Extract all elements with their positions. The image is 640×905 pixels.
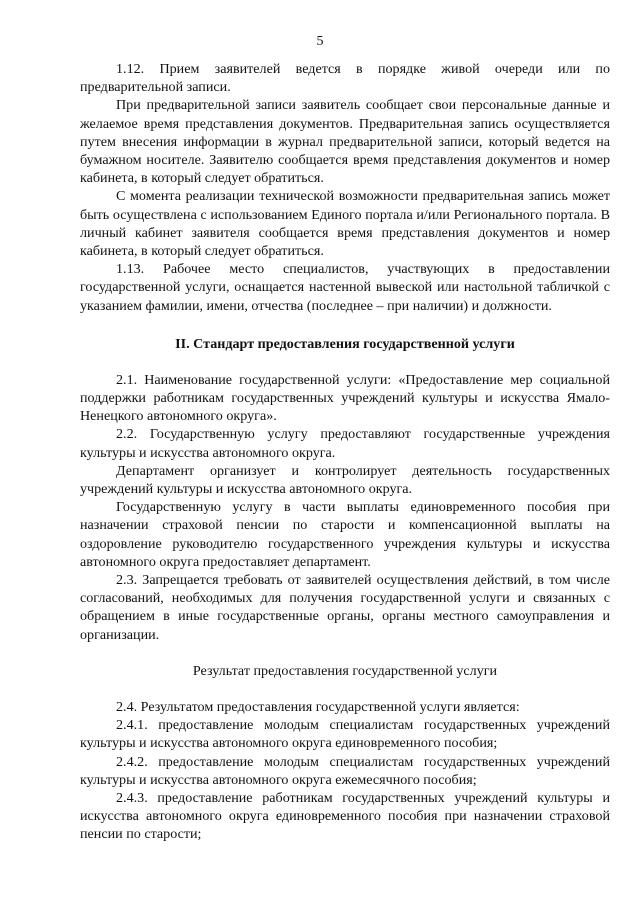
paragraph-department: Департамент организует и контролирует деятельность государственных учреждений культуры и искусства автономного округа. (80, 462, 610, 498)
paragraph-service-part: Государственную услугу в части выплаты единовременного пособия при назначении страховой пенсии по старости и компенсационной выплаты на оздоровление руководителю государственного учреждения культуры и искусства автономного округа предоставляет департамент. (80, 499, 610, 570)
paragraph-2-2: 2.2. Государственную услугу предоставляют государственные учреждения культуры и искусства автономного округа. (80, 426, 610, 461)
paragraph-2-4-1: 2.4.1. предоставление молодым специалистам государственных учреждений культуры и искусства автономного округа единовременного пособия; (80, 717, 610, 752)
paragraph-preliminary-record: При предварительной записи заявитель сообщает свои персональные данные и желаемое время представления документов. Предварительная запись осуществляется путем внесения информации в журнал предварительной записи, который ведется на бумажном носителе. Заявителю сообщается время представления документов и номер кабинета, в который следует обратиться. (80, 97, 610, 187)
paragraph-1-13: 1.13. Рабочее место специалистов, участвующих в предоставлении государственной услуги, оснащается настенной вывеской или настольной табличкой с указанием фамилии, имени, отчества (последнее – при наличии) и должности. (80, 261, 610, 314)
section-title: II. Стандарт предоставления государственной услуги (175, 335, 515, 352)
document-body (80, 60, 610, 844)
page-number: 5 (316, 34, 324, 49)
paragraph-1-12: 1.12. Прием заявителей ведется в порядке живой очереди или по предварительной записи. (80, 61, 610, 96)
subsection-title: Результат предоставления государственной услуги (192, 662, 498, 679)
paragraph-portal-record: С момента реализации технической возможности предварительная запись может быть осуществлена с использованием Единого портала и/или Регионального портала. В личный кабинет заявителя сообщается время представления документов и номер кабинета, в который следует обратиться. (80, 188, 610, 260)
paragraph-2-4: 2.4. Результатом предоставления государственной услуги является: (116, 698, 520, 715)
paragraph-2-4-2: 2.4.2. предоставление молодым специалистам государственных учреждений культуры и искусства автономного округа ежемесячного пособия; (80, 753, 610, 788)
paragraph-2-3: 2.3. Запрещается требовать от заявителей осуществления действий, в том числе согласований, необходимых для получения государственной услуги и связанных с обращением в иные государственные органы, органы местного самоуправления и организации. (80, 572, 610, 643)
paragraph-2-1: 2.1. Наименование государственной услуги: «Предоставление мер социальной поддержки работникам государственных учреждений культуры и искусства Ямало-Ненецкого автономного округа». (80, 371, 610, 425)
paragraph-2-4-3: 2.4.3. предоставление работникам государственных учреждений культуры и искусства автономного округа единовременного пособия при назначении страховой пенсии по старости; (80, 789, 610, 843)
